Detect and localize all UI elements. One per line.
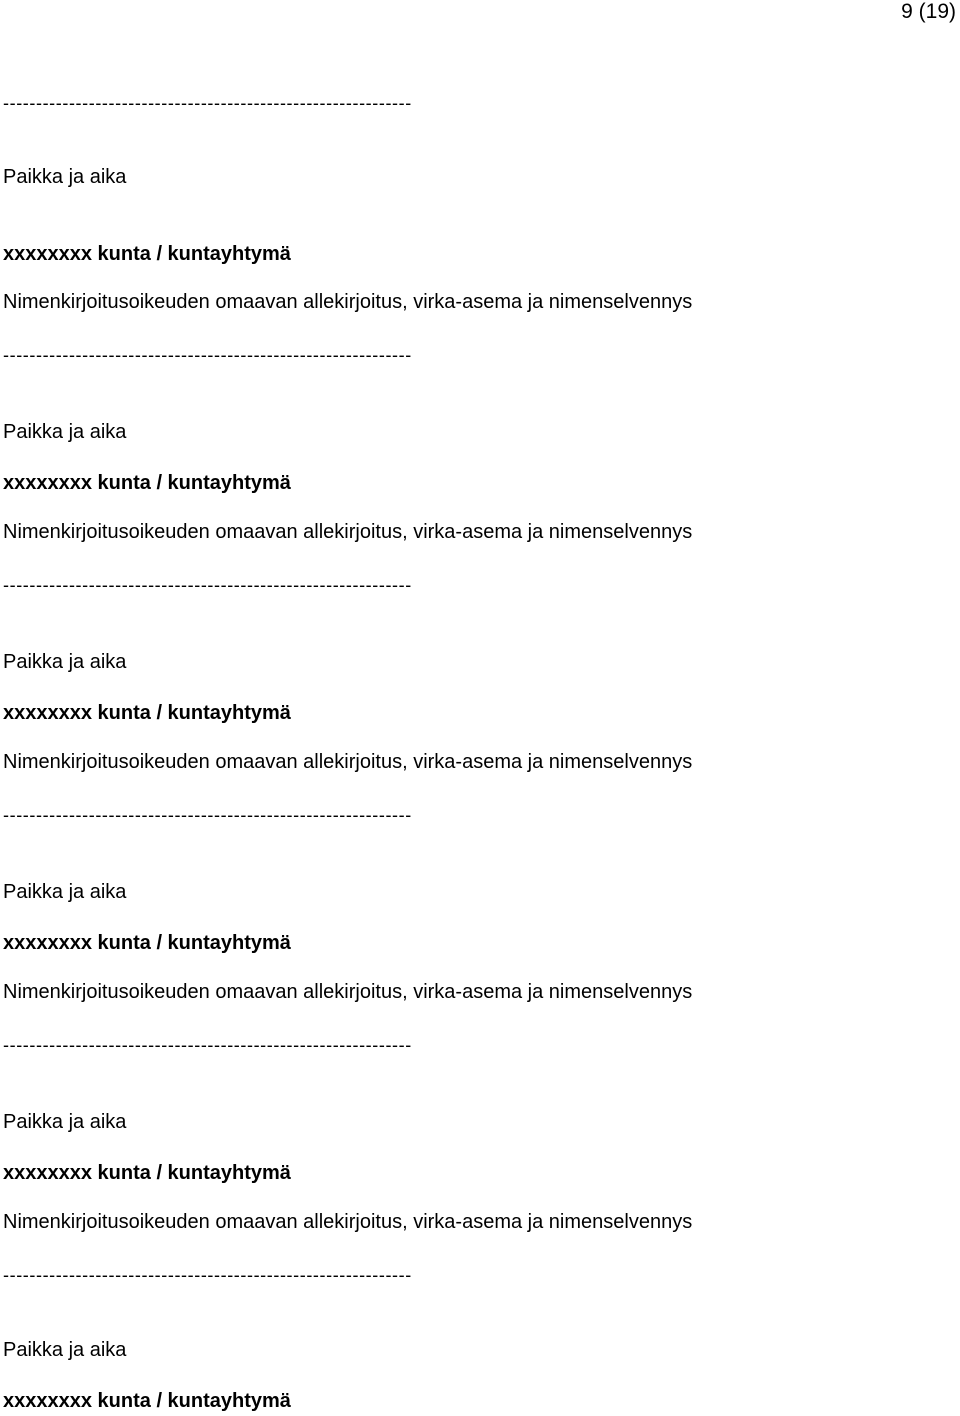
organization-name: xxxxxxxx kunta / kuntayhtymä <box>3 243 291 265</box>
page-number: 9 (19) <box>901 0 956 23</box>
organization-name: xxxxxxxx kunta / kuntayhtymä <box>3 1162 291 1184</box>
signature-line: -------------------------------------------------------------- <box>3 805 412 825</box>
signature-line: -------------------------------------------------------------- <box>3 93 412 113</box>
organization-name: xxxxxxxx kunta / kuntayhtymä <box>3 472 291 494</box>
place-and-time-label: Paikka ja aika <box>3 166 127 188</box>
signature-caption: Nimenkirjoitusoikeuden omaavan allekirjoitus, virka-asema ja nimenselvennys <box>3 1211 693 1233</box>
organization-name: xxxxxxxx kunta / kuntayhtymä <box>3 702 291 724</box>
signature-caption: Nimenkirjoitusoikeuden omaavan allekirjoitus, virka-asema ja nimenselvennys <box>3 521 693 543</box>
signature-line: -------------------------------------------------------------- <box>3 1265 412 1285</box>
place-and-time-label: Paikka ja aika <box>3 881 127 903</box>
signature-line: -------------------------------------------------------------- <box>3 575 412 595</box>
place-and-time-label: Paikka ja aika <box>3 1111 127 1133</box>
signature-line: -------------------------------------------------------------- <box>3 1035 412 1055</box>
place-and-time-label: Paikka ja aika <box>3 651 127 673</box>
organization-name: xxxxxxxx kunta / kuntayhtymä <box>3 932 291 954</box>
signature-caption: Nimenkirjoitusoikeuden omaavan allekirjoitus, virka-asema ja nimenselvennys <box>3 291 693 313</box>
organization-name: xxxxxxxx kunta / kuntayhtymä <box>3 1390 291 1412</box>
place-and-time-label: Paikka ja aika <box>3 1339 127 1361</box>
place-and-time-label: Paikka ja aika <box>3 421 127 443</box>
signature-caption: Nimenkirjoitusoikeuden omaavan allekirjoitus, virka-asema ja nimenselvennys <box>3 981 693 1003</box>
signature-caption: Nimenkirjoitusoikeuden omaavan allekirjoitus, virka-asema ja nimenselvennys <box>3 751 693 773</box>
signature-line: -------------------------------------------------------------- <box>3 345 412 365</box>
